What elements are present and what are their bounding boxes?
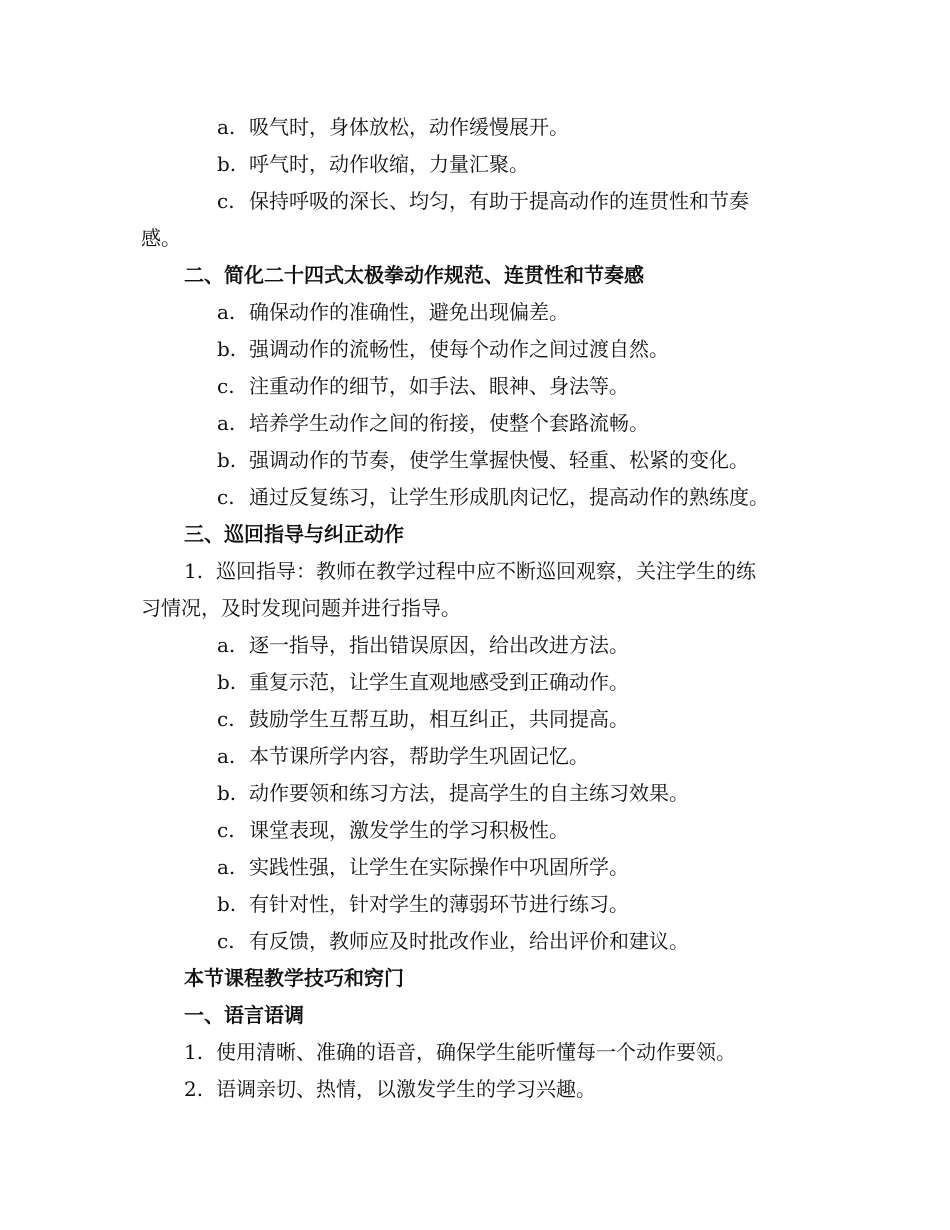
item-text: 实践性强，让学生在实际操作中巩固所学。: [249, 855, 629, 879]
list-item: [0, 816, 950, 844]
item-text: 习情况，及时发现问题并进行指导。: [141, 596, 461, 620]
item-marker: b.: [217, 448, 237, 472]
list-item: [0, 372, 950, 400]
heading-text: 二、简化二十四式太极拳动作规范、连贯性和节奏感: [184, 263, 644, 287]
list-item: [0, 483, 950, 511]
item-marker: c.: [217, 818, 235, 842]
item-marker: c.: [217, 374, 235, 398]
list-item: [0, 150, 950, 178]
item-marker: a.: [217, 411, 236, 435]
item-marker: 2.: [184, 1077, 204, 1101]
item-marker: a.: [217, 115, 236, 139]
item-text: 使用清晰、准确的语音，确保学生能听懂每一个动作要领。: [216, 1040, 736, 1064]
item-marker: 1.: [184, 1040, 204, 1064]
list-item: [0, 705, 950, 733]
item-text: 培养学生动作之间的衔接，使整个套路流畅。: [249, 411, 649, 435]
list-item: [0, 853, 950, 881]
item-text: 有反馈，教师应及时批改作业，给出评价和建议。: [249, 929, 689, 953]
item-marker: a.: [217, 744, 236, 768]
list-item: [0, 779, 950, 807]
item-text: 本节课所学内容，帮助学生巩固记忆。: [249, 744, 589, 768]
item-text: 确保动作的准确性，避免出现偏差。: [249, 300, 569, 324]
list-item: [0, 446, 950, 474]
item-text: 强调动作的流畅性，使每个动作之间过渡自然。: [249, 337, 669, 361]
continuation-line: [0, 594, 950, 622]
list-item: [0, 298, 950, 326]
list-item: [0, 890, 950, 918]
item-marker: c.: [217, 189, 235, 213]
section-heading: [0, 1001, 950, 1029]
item-marker: c.: [217, 485, 235, 509]
list-item: [0, 187, 950, 215]
list-item: [0, 927, 950, 955]
list-item: [0, 335, 950, 363]
list-item: [0, 742, 950, 770]
item-marker: a.: [217, 855, 236, 879]
list-item: [0, 668, 950, 696]
item-text: 鼓励学生互帮互助，相互纠正，共同提高。: [249, 707, 629, 731]
item-text: 强调动作的节奏，使学生掌握快慢、轻重、松紧的变化。: [249, 448, 749, 472]
item-marker: c.: [217, 929, 235, 953]
numbered-item: [0, 557, 950, 585]
item-text: 动作要领和练习方法，提高学生的自主练习效果。: [249, 781, 689, 805]
heading-text: 一、语言语调: [184, 1003, 304, 1027]
item-marker: c.: [217, 707, 235, 731]
list-item: [0, 631, 950, 659]
list-item: [0, 113, 950, 141]
heading-text: 本节课程教学技巧和窍门: [184, 966, 404, 990]
item-text: 保持呼吸的深长、均匀，有助于提高动作的连贯性和节奏: [249, 189, 749, 213]
item-text: 逐一指导，指出错误原因，给出改进方法。: [249, 633, 629, 657]
section-heading: [0, 520, 950, 548]
item-text: 呼气时，动作收缩，力量汇聚。: [249, 152, 529, 176]
section-heading: [0, 964, 950, 992]
item-marker: b.: [217, 152, 237, 176]
item-text: 感。: [141, 226, 181, 250]
item-text: 课堂表现，激发学生的学习积极性。: [249, 818, 569, 842]
item-marker: a.: [217, 300, 236, 324]
item-marker: 1.: [184, 559, 204, 583]
item-text: 有针对性，针对学生的薄弱环节进行练习。: [249, 892, 629, 916]
numbered-item: [0, 1038, 950, 1066]
section-heading: [0, 261, 950, 289]
item-marker: a.: [217, 633, 236, 657]
item-text: 吸气时，身体放松，动作缓慢展开。: [249, 115, 569, 139]
item-text: 巡回指导：教师在教学过程中应不断巡回观察，关注学生的练: [216, 559, 756, 583]
list-item: [0, 409, 950, 437]
item-text: 通过反复练习，让学生形成肌肉记忆，提高动作的熟练度。: [249, 485, 769, 509]
continuation-line: [0, 224, 950, 252]
item-marker: b.: [217, 892, 237, 916]
item-marker: b.: [217, 670, 237, 694]
item-text: 注重动作的细节，如手法、眼神、身法等。: [249, 374, 629, 398]
item-marker: b.: [217, 781, 237, 805]
numbered-item: [0, 1075, 950, 1103]
item-text: 重复示范，让学生直观地感受到正确动作。: [249, 670, 629, 694]
item-text: 语调亲切、热情，以激发学生的学习兴趣。: [216, 1077, 596, 1101]
item-marker: b.: [217, 337, 237, 361]
heading-text: 三、巡回指导与纠正动作: [184, 522, 404, 546]
